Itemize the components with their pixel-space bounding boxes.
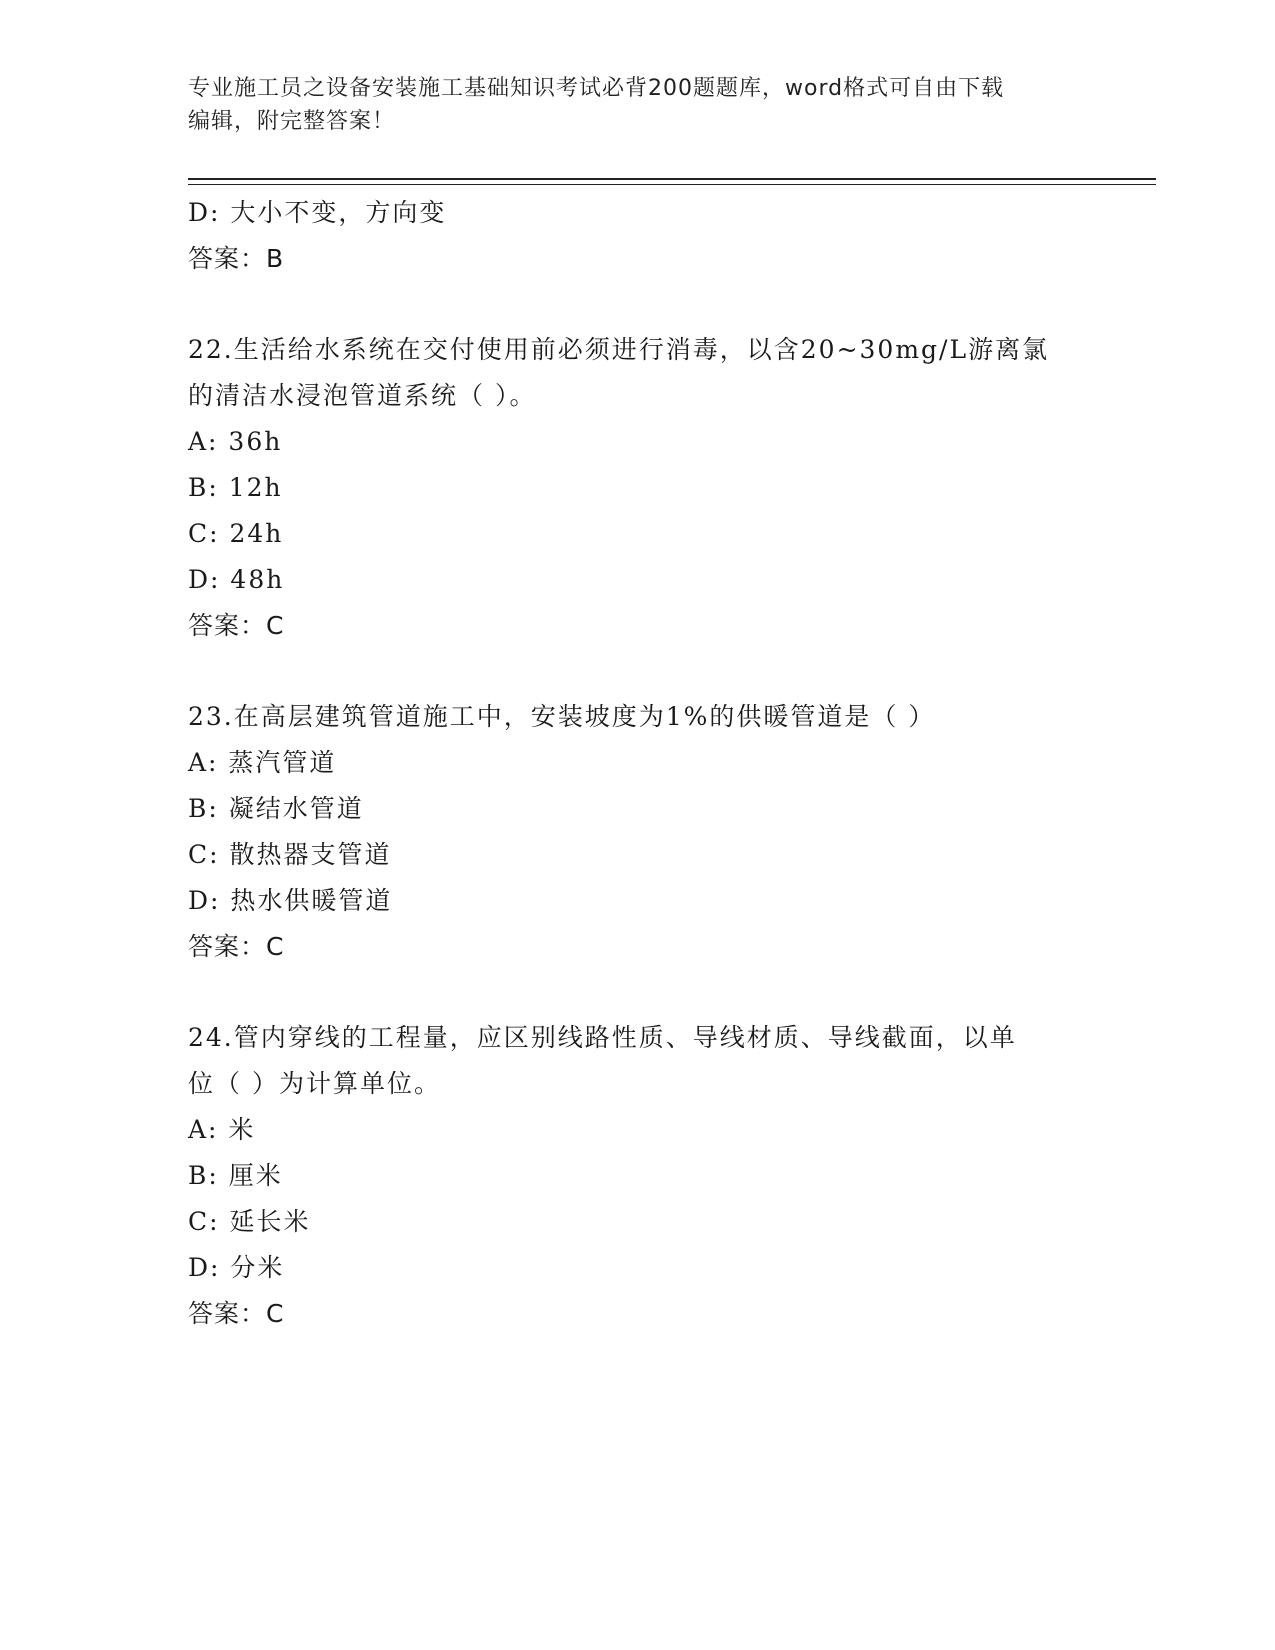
answer-line: 答案：C xyxy=(188,1299,285,1328)
question-stem-line-2: 的清洁水浸泡管道系统（ ）。 xyxy=(188,381,537,410)
question-stem-line-1: 24.管内穿线的工程量，应区别线路性质、导线材质、导线截面，以单 xyxy=(188,1023,1017,1052)
option-b: B: 厘米 xyxy=(188,1161,283,1190)
answer-line: 答案：C xyxy=(188,611,285,640)
option-a: A: 米 xyxy=(188,1115,256,1144)
option-c: C: 散热器支管道 xyxy=(188,840,392,869)
document-body xyxy=(188,190,1108,1337)
option-d: D: 48h xyxy=(188,565,285,594)
answer-line: 答案：C xyxy=(188,932,285,961)
option-d: D: 热水供暖管道 xyxy=(188,886,393,915)
question-stem-line-1: 23.在高层建筑管道施工中，安装坡度为1%的供暖管道是（ ） xyxy=(188,702,936,731)
question-24 xyxy=(188,1015,1108,1337)
option-d: D: 大小不变，方向变 xyxy=(188,198,447,227)
header-title-line-2: 编辑，附完整答案！ xyxy=(188,109,396,134)
option-b: B: 凝结水管道 xyxy=(188,794,364,823)
question-stem-line-1: 22.生活给水系统在交付使用前必须进行消毒，以含20~30mg/L游离氯 xyxy=(188,335,1050,364)
answer-line: 答案：B xyxy=(188,244,285,273)
option-a: A: 蒸汽管道 xyxy=(188,748,337,777)
header-title-line-1: 专业施工员之设备安装施工基础知识考试必背200题题库，word格式可自由下载 xyxy=(188,76,1005,101)
option-c: C: 延长米 xyxy=(188,1207,311,1236)
header-divider-thin xyxy=(188,184,1156,185)
carry-over-question xyxy=(188,190,1108,282)
option-d: D: 分米 xyxy=(188,1253,285,1282)
option-a: A: 36h xyxy=(188,427,283,456)
option-b: B: 12h xyxy=(188,473,283,502)
question-22 xyxy=(188,327,1108,649)
question-stem-line-2: 位（ ）为计算单位。 xyxy=(188,1069,441,1098)
header-divider-thick xyxy=(188,178,1156,180)
option-c: C: 24h xyxy=(188,519,284,548)
question-23 xyxy=(188,694,1108,970)
document-header xyxy=(188,72,1088,138)
